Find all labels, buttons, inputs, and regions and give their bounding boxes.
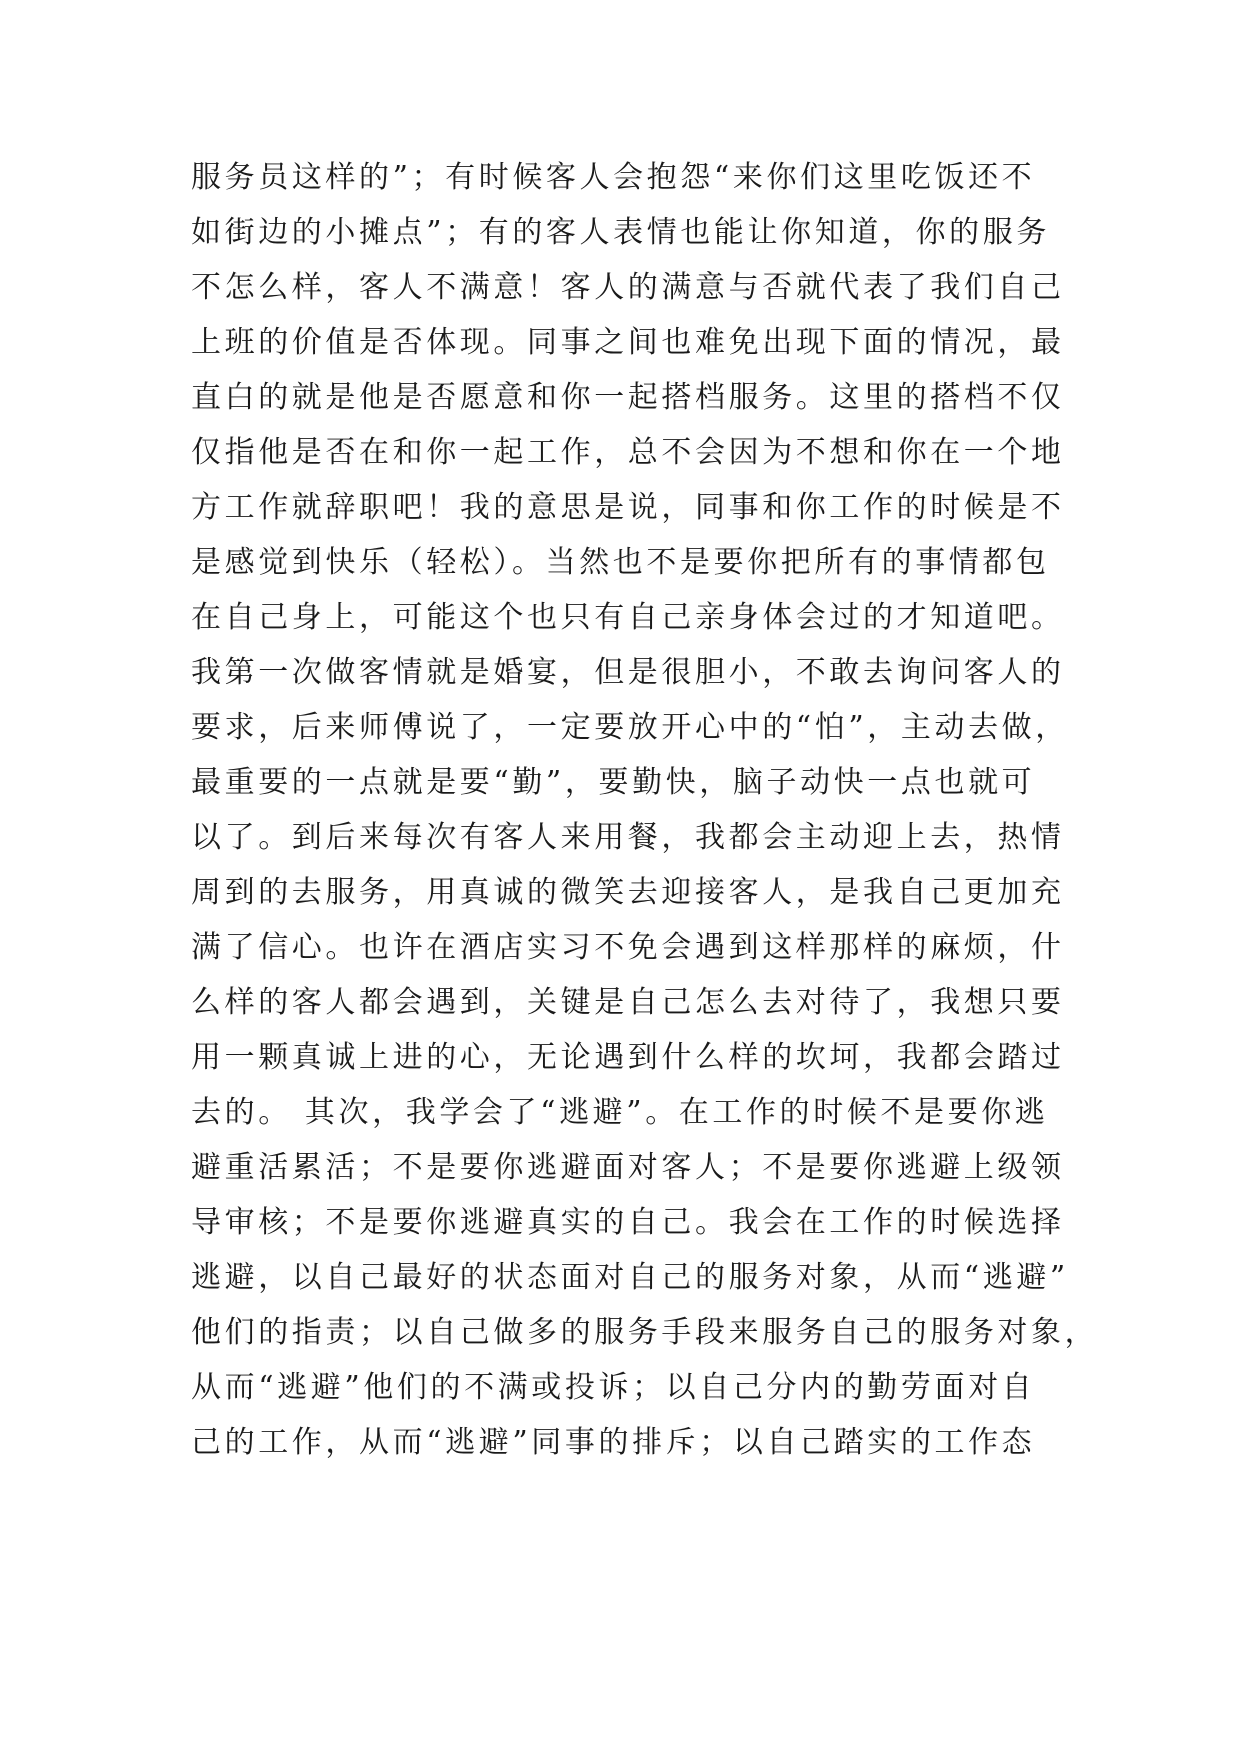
text-line: 他们的指责；以自己做多的服务手段来服务自己的服务对象， [191,1315,1099,1350]
text-line: 服务员这样的”；有时候客人会抱怨“来你们这里吃饭还不 [191,160,1036,195]
text-line: 逃避，以自己最好的状态面对自己的服务对象，从而“逃避” [191,1260,1069,1295]
text-line: 用一颗真诚上进的心，无论遇到什么样的坎坷，我都会踏过 [191,1040,1065,1075]
text-line: 在自己身上，可能这个也只有自己亲身体会过的才知道吧。 [191,600,1065,635]
text-line: 如街边的小摊点”；有的客人表情也能让你知道，你的服务 [191,215,1050,250]
text-line: 周到的去服务，用真诚的微笑去迎接客人，是我自己更加充 [191,875,1065,910]
text-line: 从而“逃避”他们的不满或投诉；以自己分内的勤劳面对自 [191,1370,1036,1405]
text-line: 最重要的一点就是要“勤”，要勤快，脑子动快一点也就可 [191,765,1036,800]
text-line: 不怎么样，客人不满意！客人的满意与否就代表了我们自己 [191,270,1065,305]
text-line: 我第一次做客情就是婚宴，但是很胆小，不敢去询问客人的 [191,655,1065,690]
text-line: 直白的就是他是否愿意和你一起搭档服务。这里的搭档不仅 [191,380,1065,415]
text-line: 去的。 其次，我学会了“逃避”。在工作的时候不是要你逃 [191,1095,1049,1130]
text-line: 避重活累活；不是要你逃避面对客人；不是要你逃避上级领 [191,1150,1065,1185]
text-line: 仅指他是否在和你一起工作，总不会因为不想和你在一个地 [191,435,1065,470]
text-line: 己的工作，从而“逃避”同事的排斥；以自己踏实的工作态 [191,1425,1036,1460]
text-line: 么样的客人都会遇到，关键是自己怎么去对待了，我想只要 [191,985,1065,1020]
text-line: 要求，后来师傅说了，一定要放开心中的“怕”，主动去做， [191,710,1069,745]
text-line: 满了信心。也许在酒店实习不免会遇到这样那样的麻烦，什 [191,930,1065,965]
text-line: 以了。到后来每次有客人来用餐，我都会主动迎上去，热情 [191,820,1065,855]
text-line: 导审核；不是要你逃避真实的自己。我会在工作的时候选择 [191,1205,1065,1240]
text-line: 上班的价值是否体现。同事之间也难免出现下面的情况，最 [191,325,1065,360]
text-line: 是感觉到快乐（轻松）。当然也不是要你把所有的事情都包 [191,545,1050,580]
text-line: 方工作就辞职吧！我的意思是说，同事和你工作的时候是不 [191,490,1065,525]
